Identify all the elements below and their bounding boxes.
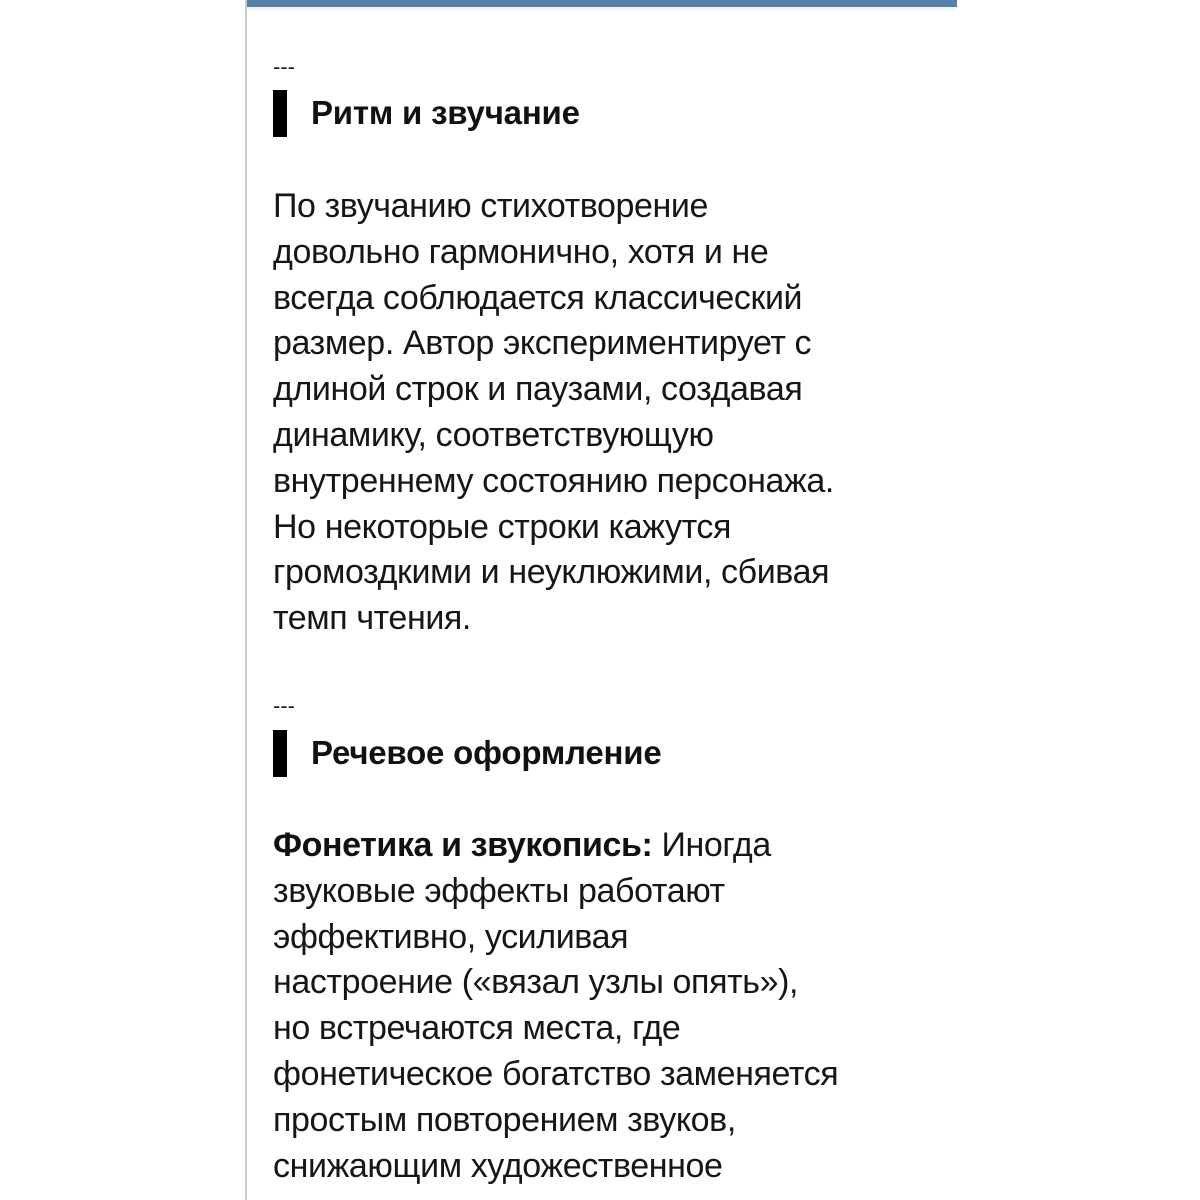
paragraph-line: довольно гармонично, хотя и не xyxy=(273,232,769,271)
paragraph-line: эффективно, усиливая xyxy=(273,917,629,956)
section-title: Речевое оформление xyxy=(311,734,662,771)
paragraph-line: настроение («вязал узлы опять»), xyxy=(273,963,799,1002)
paragraph-line: всегда соблюдается классический xyxy=(273,278,803,317)
section-divider: --- xyxy=(273,693,295,718)
paragraph-line: простым повторением звуков, xyxy=(273,1100,736,1139)
paragraph-line: фонетическое богатство заменяется xyxy=(273,1054,839,1093)
section-divider: --- xyxy=(273,54,295,79)
section-paragraph xyxy=(273,823,945,1189)
paragraph-line: темп чтения. xyxy=(273,599,471,638)
paragraph-lead-line xyxy=(273,823,945,869)
section-heading-rhythm xyxy=(273,89,580,137)
document-page xyxy=(245,0,955,1200)
paragraph-line: но встречаются места, где xyxy=(273,1009,681,1048)
heading-marker-bar xyxy=(273,730,287,777)
paragraph-line: По звучанию стихотворение xyxy=(273,187,709,225)
top-accent-bar xyxy=(247,0,957,7)
section-heading-speech xyxy=(273,729,662,777)
paragraph-line: громоздкими и неуклюжими, сбивая xyxy=(273,553,830,592)
paragraph-line: динамику, соответствующую xyxy=(273,415,714,454)
paragraph-line: снижающим художественное xyxy=(273,1146,723,1185)
section-title: Ритм и звучание xyxy=(311,94,580,131)
term-label: Фонетика и звукопись: xyxy=(273,826,653,864)
paragraph-line: длиной строк и паузами, создавая xyxy=(273,370,803,409)
heading-marker-bar xyxy=(273,90,287,137)
section-paragraph xyxy=(273,184,945,642)
paragraph-line: звуковые эффекты работают xyxy=(273,871,725,910)
paragraph-line: Но некоторые строки кажутся xyxy=(273,507,731,546)
paragraph-line: внутреннему состоянию персонажа. xyxy=(273,461,834,500)
paragraph-line: размер. Автор экспериментирует с xyxy=(273,324,812,363)
paragraph-text: Иногда xyxy=(652,826,771,864)
